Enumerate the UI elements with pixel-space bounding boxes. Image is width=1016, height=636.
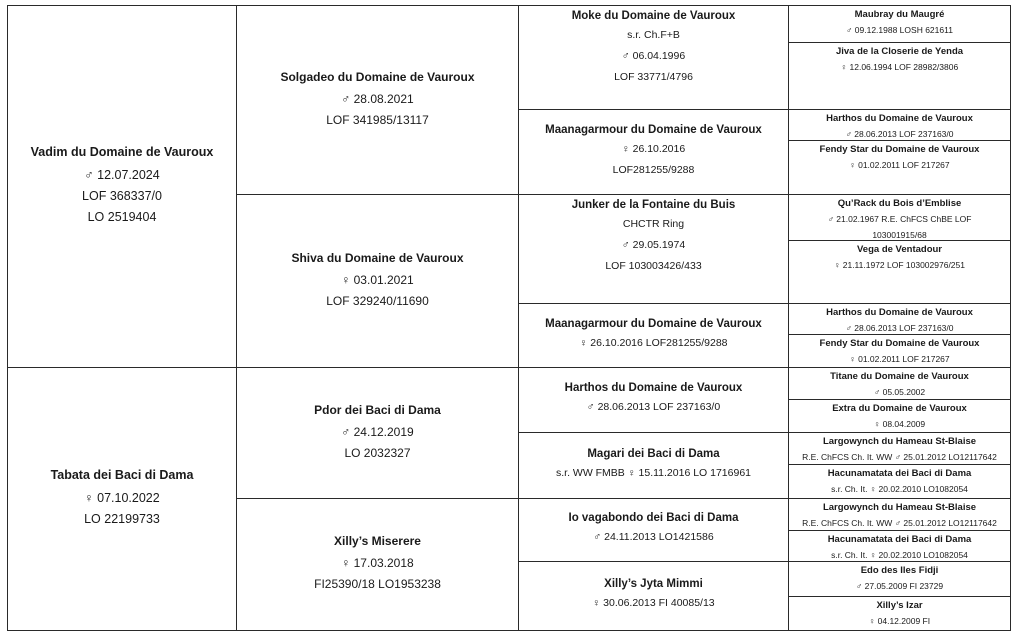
- dog-detail-line: ♀ 12.06.1994 LOF 28982/3806: [840, 62, 959, 72]
- gen4-dog-cell: [788, 561, 1011, 597]
- dog-name: Fendy Star du Domaine de Vauroux: [819, 338, 980, 349]
- gen4-dog-cell: [788, 464, 1011, 499]
- dog-detail-line: ♂ 24.12.2019: [341, 424, 414, 439]
- dog-name: Magari dei Baci di Dama: [587, 447, 720, 460]
- gen4-dog-cell: [788, 140, 1011, 195]
- gen1-dog-cell: [7, 5, 237, 368]
- dog-detail-line: LOF 33771/4796: [614, 71, 693, 83]
- dog-detail-line: ♂ 12.07.2024: [84, 168, 160, 182]
- gen4-dog-cell: [788, 596, 1011, 631]
- dog-detail-line: LOF 329240/11690: [326, 293, 429, 308]
- dog-name: Tabata dei Baci di Dama: [50, 468, 194, 482]
- gen4-dog-cell: [788, 303, 1011, 335]
- dog-detail-line: 103001915/68: [872, 230, 927, 240]
- dog-name: Harthos du Domaine de Vauroux: [826, 113, 973, 124]
- dog-name: Titane du Domaine de Vauroux: [830, 371, 969, 382]
- dog-detail-line: s.r. WW FMBB ♀ 15.11.2016 LO 1716961: [555, 466, 752, 479]
- dog-name: Pdor dei Baci di Dama: [314, 402, 441, 417]
- gen4-dog-cell: [788, 432, 1011, 465]
- dog-detail-line: ♂ 28.06.2013 LOF 237163/0: [586, 401, 721, 413]
- dog-detail-line: LO 22199733: [84, 512, 160, 526]
- dog-name: Shiva du Domaine de Vauroux: [291, 250, 464, 265]
- gen4-dog-cell: [788, 367, 1011, 400]
- gen2-dog-cell: [236, 498, 519, 631]
- dog-detail-line: LO 2519404: [87, 210, 157, 224]
- dog-detail-line: ♂ 29.05.1974: [621, 239, 686, 251]
- dog-detail-line: LOF 103003426/433: [605, 260, 702, 272]
- dog-detail-line: ♀ 17.03.2018: [341, 556, 414, 570]
- dog-detail-line: s.r. Ch. It. ♀ 20.02.2010 LO1082054: [831, 484, 968, 494]
- dog-detail-line: ♂ 06.04.1996: [621, 50, 686, 62]
- dog-detail-line: s.r. Ch. It. ♀ 20.02.2010 LO1082054: [831, 550, 968, 560]
- dog-detail-line: LOF 341985/13117: [326, 112, 429, 127]
- gen4-dog-cell: [788, 399, 1011, 433]
- dog-detail-line: ♀ 01.02.2011 LOF 217267: [849, 354, 950, 364]
- dog-name: Largowynch du Hameau St-Blaise: [822, 502, 977, 513]
- dog-detail-line: ♀ 01.02.2011 LOF 217267: [849, 160, 950, 170]
- dog-detail-line: ♂ 28.06.2013 LOF 237163/0: [845, 129, 954, 139]
- dog-detail-line: LOF 368337/0: [82, 189, 162, 203]
- dog-name: Maanagarmour du Domaine de Vauroux: [545, 317, 762, 330]
- dog-name: Maanagarmour du Domaine de Vauroux: [545, 123, 762, 136]
- dog-detail-line: LOF281255/9288: [612, 163, 695, 176]
- gen3-dog-cell: [518, 194, 789, 304]
- dog-detail-line: ♀ 08.04.2009: [873, 419, 926, 429]
- dog-name: Xilly’s Izar: [876, 600, 923, 611]
- dog-name: Solgadeo du Domaine de Vauroux: [280, 69, 475, 84]
- gen3-dog-cell: [518, 561, 789, 631]
- dog-name: Harthos du Domaine de Vauroux: [826, 307, 973, 318]
- gen4-dog-cell: [788, 194, 1011, 241]
- dog-detail-line: ♀ 26.10.2016: [621, 142, 686, 155]
- gen3-dog-cell: [518, 109, 789, 195]
- gen2-dog-cell: [236, 194, 519, 368]
- dog-name: Io vagabondo dei Baci di Dama: [568, 512, 739, 524]
- dog-detail-line: ♀ 30.06.2013 FI 40085/13: [592, 597, 715, 609]
- gen3-dog-cell: [518, 303, 789, 368]
- dog-detail-line: ♂ 21.02.1967 R.E. ChFCS ChBE LOF: [827, 214, 972, 224]
- gen3-dog-cell: [518, 367, 789, 433]
- gen2-dog-cell: [236, 367, 519, 499]
- dog-detail-line: FI25390/18 LO1953238: [314, 577, 441, 591]
- dog-detail-line: ♂ 28.08.2021: [341, 91, 414, 106]
- gen4-dog-cell: [788, 5, 1011, 43]
- dog-detail-line: ♂ 27.05.2009 FI 23729: [855, 581, 944, 591]
- dog-detail-line: ♀ 21.11.1972 LOF 103002976/251: [834, 260, 965, 270]
- dog-name: Hacunamatata dei Baci di Dama: [827, 534, 972, 545]
- dog-name: Edo des Iles Fidji: [860, 565, 939, 576]
- dog-detail-line: ♂ 05.05.2002: [873, 387, 926, 397]
- dog-name: Xilly’s Jyta Mimmi: [604, 578, 703, 590]
- dog-name: Largowynch du Hameau St-Blaise: [822, 436, 977, 447]
- gen3-dog-cell: [518, 432, 789, 499]
- gen4-dog-cell: [788, 530, 1011, 562]
- dog-detail-line: ♂ 24.11.2013 LO1421586: [593, 531, 714, 543]
- dog-name: Maubray du Maugré: [854, 9, 945, 20]
- dog-name: Fendy Star du Domaine de Vauroux: [819, 144, 980, 155]
- gen4-dog-cell: [788, 42, 1011, 110]
- gen4-dog-cell: [788, 334, 1011, 368]
- dog-name: Qu’Rack du Bois d’Emblise: [837, 198, 962, 209]
- dog-name: Harthos du Domaine de Vauroux: [564, 382, 743, 394]
- dog-detail-line: ♂ 09.12.1988 LOSH 621611: [846, 25, 953, 35]
- dog-detail-line: R.E. ChFCS Ch. It. WW ♂ 25.01.2012 LO12117642: [802, 452, 997, 462]
- gen4-dog-cell: [788, 498, 1011, 531]
- dog-detail-line: ♀ 04.12.2009 FI: [868, 616, 931, 626]
- dog-detail-line: ♂ 28.06.2013 LOF 237163/0: [845, 323, 954, 333]
- dog-name: Extra du Domaine de Vauroux: [832, 403, 967, 414]
- gen3-dog-cell: [518, 498, 789, 562]
- gen2-dog-cell: [236, 5, 519, 195]
- gen1-dog-cell: [7, 367, 237, 631]
- dog-detail-line: CHCTR Ring: [622, 218, 685, 230]
- dog-name: Vadim du Domaine de Vauroux: [30, 145, 214, 159]
- gen4-dog-cell: [788, 109, 1011, 141]
- dog-detail-line: s.r. Ch.F+B: [627, 29, 680, 41]
- dog-detail-line: R.E. ChFCS Ch. It. WW ♂ 25.01.2012 LO12117642: [802, 518, 997, 528]
- dog-detail-line: LO 2032327: [344, 445, 411, 460]
- dog-name: Hacunamatata dei Baci di Dama: [827, 468, 972, 479]
- dog-detail-line: ♀ 26.10.2016 LOF281255/9288: [579, 336, 728, 349]
- dog-detail-line: ♀ 03.01.2021: [341, 272, 414, 287]
- dog-name: Moke du Domaine de Vauroux: [571, 10, 736, 22]
- dog-detail-line: ♀ 07.10.2022: [84, 491, 160, 505]
- dog-name: Junker de la Fontaine du Buis: [571, 199, 736, 211]
- gen4-dog-cell: [788, 240, 1011, 304]
- dog-name: Jiva de la Closerie de Yenda: [835, 46, 964, 57]
- gen3-dog-cell: [518, 5, 789, 110]
- dog-name: Vega de Ventadour: [857, 244, 942, 255]
- dog-name: Xilly’s Miserere: [334, 534, 421, 548]
